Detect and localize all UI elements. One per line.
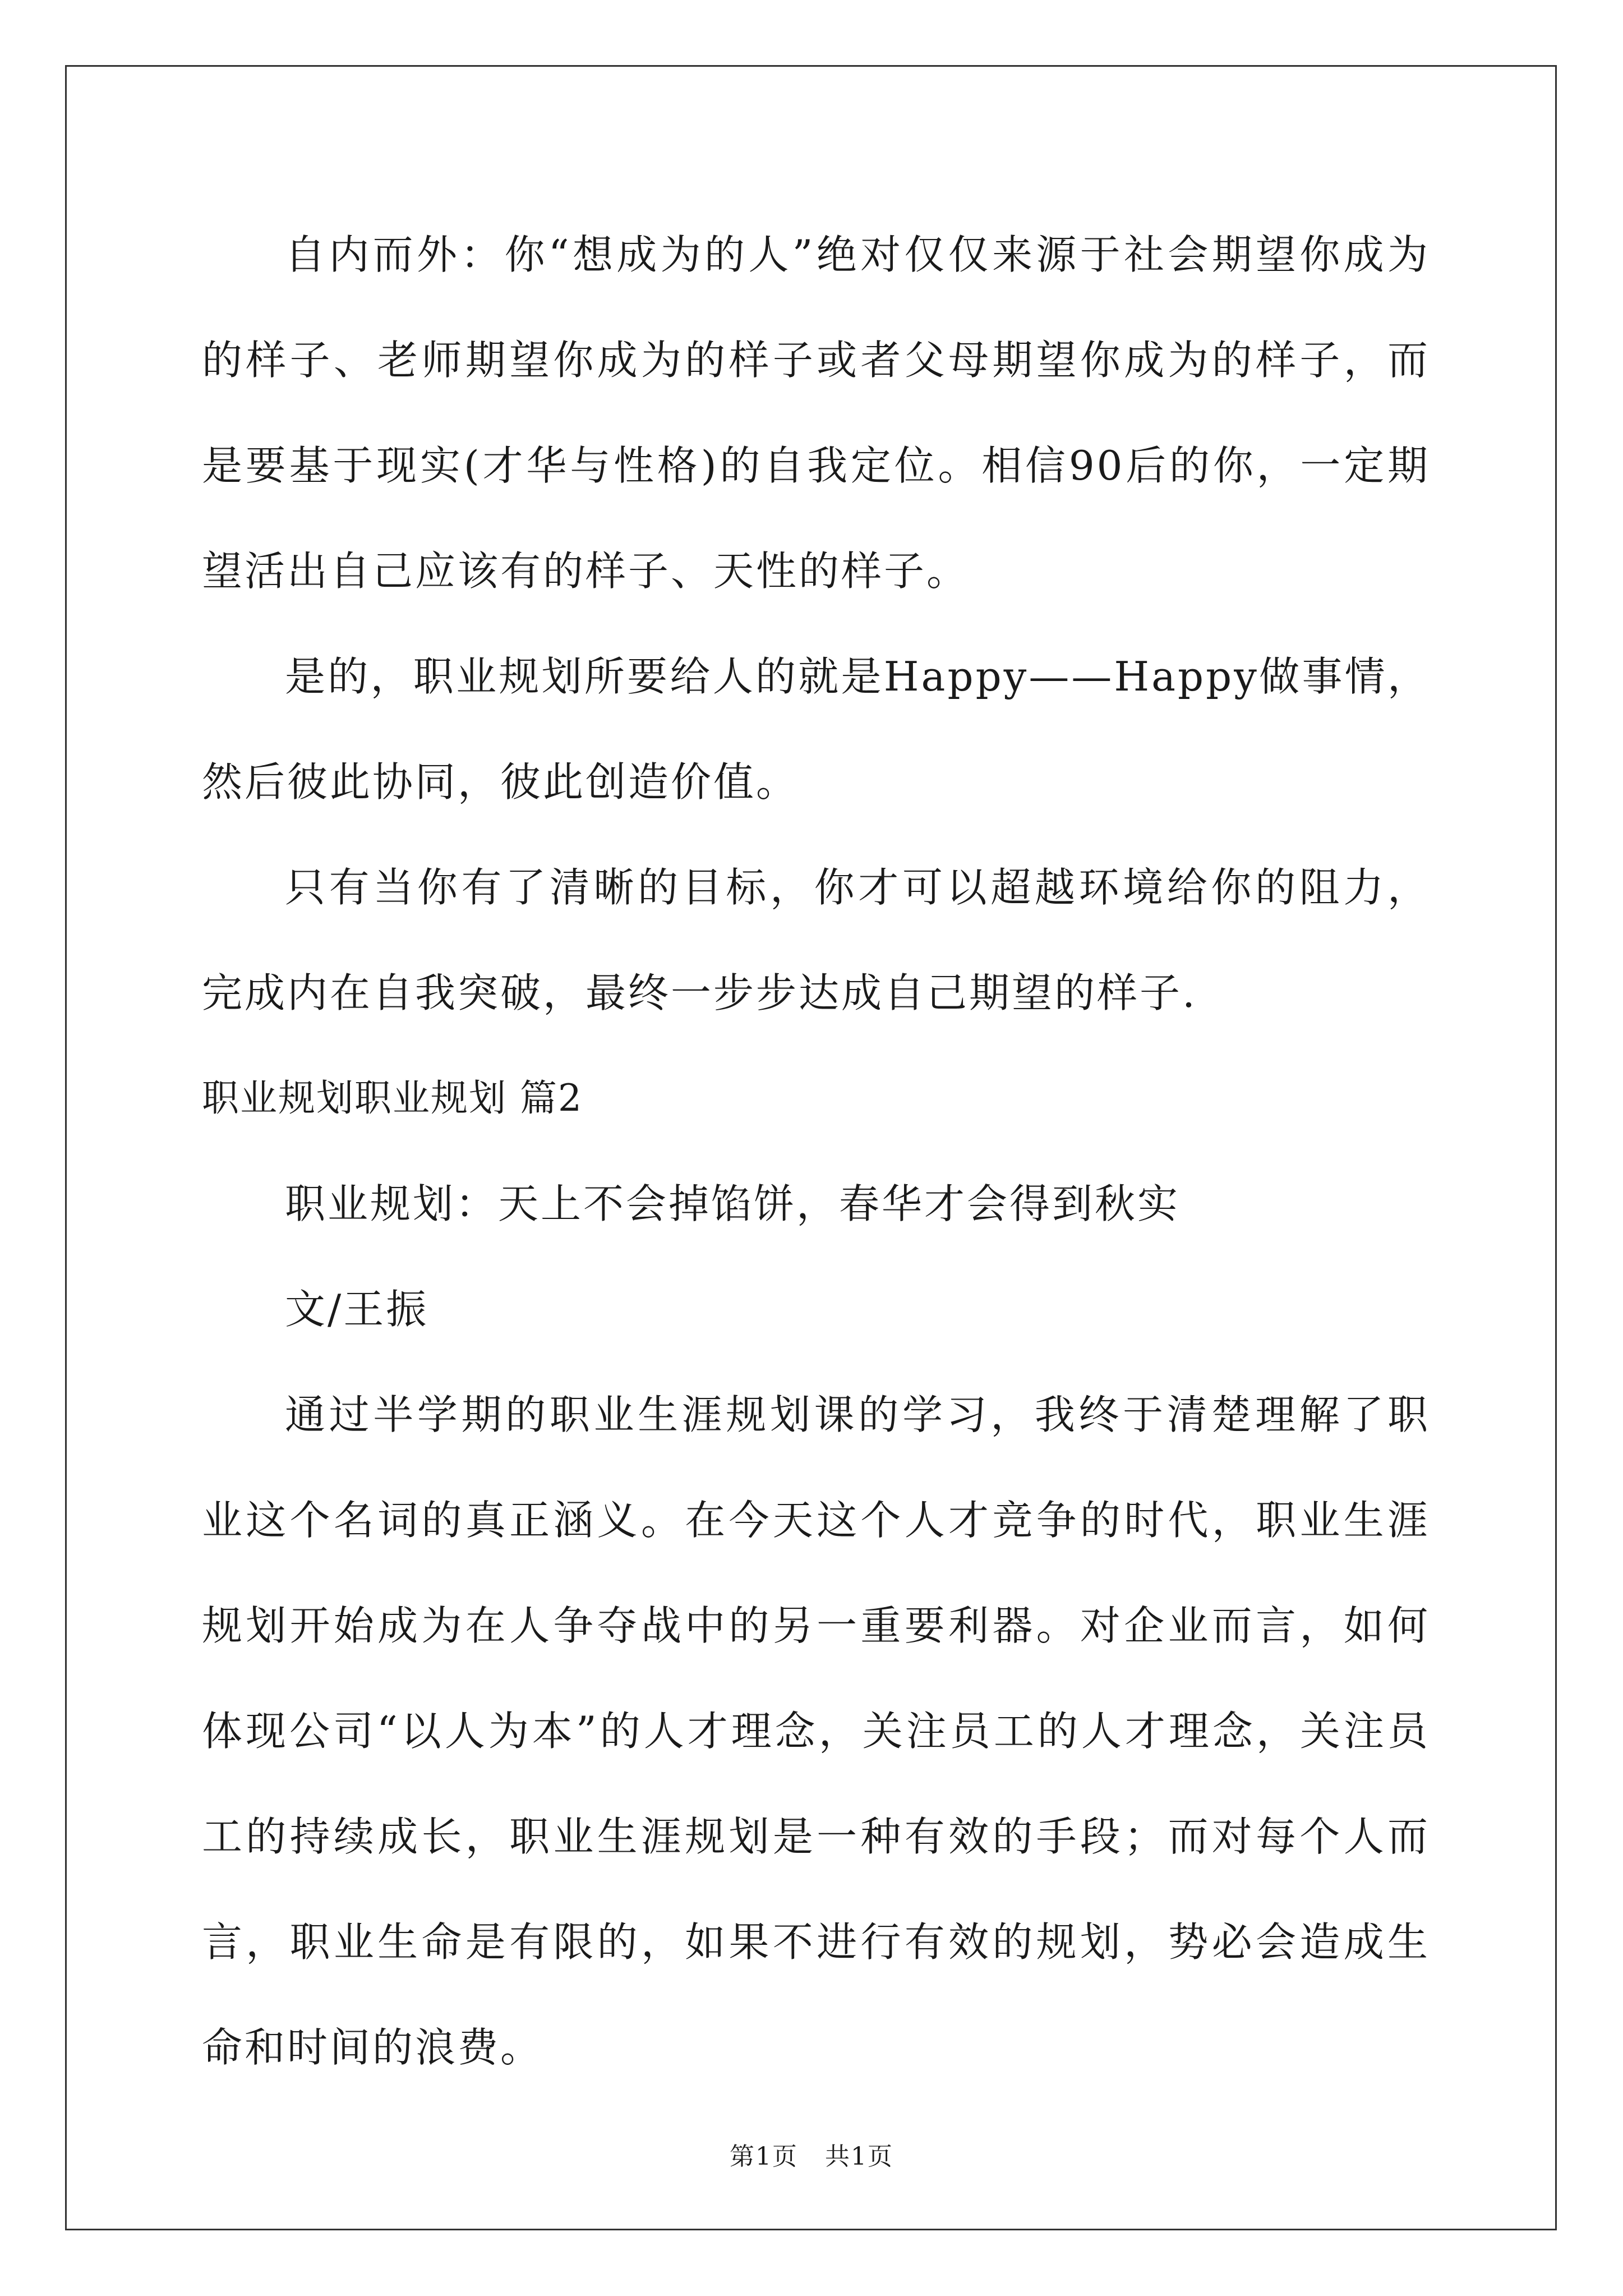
document-body xyxy=(202,202,1430,2100)
section-heading: 职业规划职业规划 篇2 xyxy=(202,1076,583,1120)
page-total: 共1页 xyxy=(824,2142,893,2171)
page-number: 第1页 xyxy=(730,2142,799,2171)
paragraph-clear-goal: 只有当你有了清晰的目标，你才可以超越环境给你的阻力，完成内在自我突破，最终一步步达成自己期望的样子. xyxy=(202,864,1430,1016)
paragraph-career-planning: 通过半学期的职业生涯规划课的学习，我终于清楚理解了职业这个名词的真正涵义。在今天这个人才竞争的时代，职业生涯规划开始成为在人争夺战中的另一重要利器。对企业而言，如何体现公司“以人为本”的人才理念，关注员工的人才理念，关注员工的持续成长，职业生涯规划是一种有效的手段；而对每个人而言，职业生命是有限的，如果不进行有效的规划，势必会造成生命和时间的浪费。 xyxy=(202,1391,1430,2071)
paragraph-happy: 是的，职业规划所要给人的就是Happy——Happy做事情，然后彼此协同，彼此创造价值。 xyxy=(202,653,1430,806)
page-footer xyxy=(0,2136,1623,2172)
paragraph-self-positioning: 自内而外：你“想成为的人”绝对仅仅来源于社会期望你成为的样子、老师期望你成为的样子或者父母期望你成为的样子，而是要基于现实(才华与性格)的自我定位。相信90后的你，一定期望活出自己应该有的样子、天性的样子。 xyxy=(202,231,1430,595)
article-title: 职业规划：天上不会掉馅饼，春华才会得到秋实 xyxy=(285,1180,1181,1227)
article-author: 文/王振 xyxy=(285,1286,429,1333)
